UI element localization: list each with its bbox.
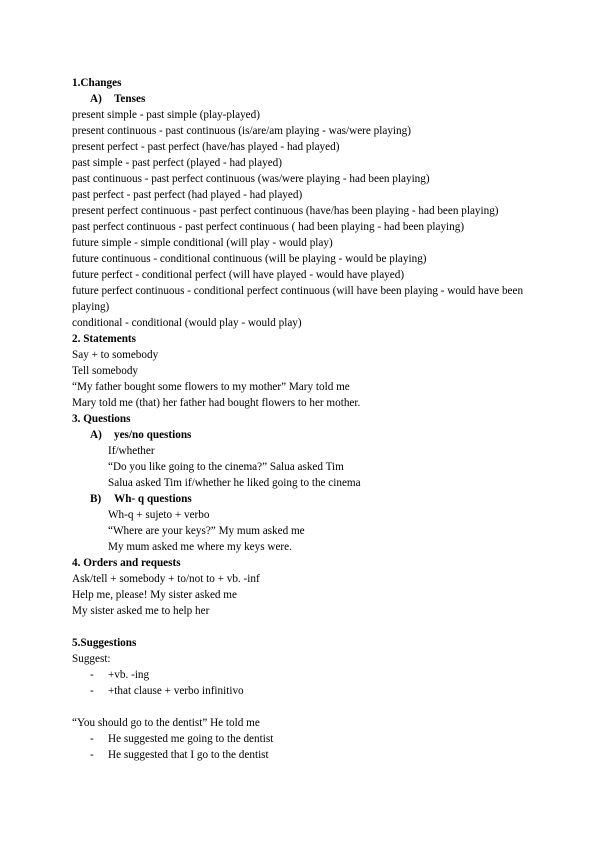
text-line: future perfect - conditional perfect (will have played - would have played) bbox=[72, 269, 405, 281]
text-line: future perfect continuous - conditional perfect continuous (will have been playing - would have been playing) bbox=[72, 285, 524, 313]
text-line: present perfect - past perfect (have/has played - had played) bbox=[72, 141, 340, 153]
subsection-tenses bbox=[72, 91, 542, 107]
text-line: past simple - past perfect (played - had played) bbox=[72, 157, 282, 169]
text-line: “You should go to the dentist” He told me bbox=[72, 717, 260, 729]
section-5-heading: 5.Suggestions bbox=[72, 637, 137, 649]
dash-marker: - bbox=[90, 669, 94, 681]
text-line: conditional - conditional (would play - would play) bbox=[72, 317, 302, 329]
dash-marker: - bbox=[90, 749, 94, 761]
subsection-title: yes/no questions bbox=[114, 429, 192, 441]
list-item-text: +that clause + verbo infinitivo bbox=[108, 685, 244, 697]
text-line: Help me, please! My sister asked me bbox=[72, 589, 237, 601]
subsection-yes-no bbox=[72, 427, 542, 443]
subsection-title: Wh- q questions bbox=[114, 493, 192, 505]
section-4-heading: 4. Orders and requests bbox=[72, 557, 181, 569]
text-line: present continuous - past continuous (is/are/am playing - was/were playing) bbox=[72, 125, 411, 137]
list-item bbox=[72, 667, 542, 683]
text-line: past continuous - past perfect continuous (was/were playing - had been playing) bbox=[72, 173, 430, 185]
section-3-heading: 3. Questions bbox=[72, 413, 131, 425]
text-line: Suggest: bbox=[72, 653, 111, 665]
text-line: present simple - past simple (play-played) bbox=[72, 109, 260, 121]
text-line: future simple - simple conditional (will play - would play) bbox=[72, 237, 333, 249]
text-line: My sister asked me to help her bbox=[72, 605, 210, 617]
document-page bbox=[72, 75, 542, 763]
section-1-heading: 1.Changes bbox=[72, 77, 122, 89]
spacer bbox=[72, 699, 542, 715]
section-2-heading: 2. Statements bbox=[72, 333, 137, 345]
text-line: future continuous - conditional continuous (will be playing - would be playing) bbox=[72, 253, 427, 265]
dash-marker: - bbox=[90, 733, 94, 745]
text-line: Mary told me (that) her father had bought flowers to her mother. bbox=[72, 397, 361, 409]
spacer bbox=[72, 619, 542, 635]
list-item bbox=[72, 747, 542, 763]
text-line: My mum asked me where my keys were. bbox=[108, 541, 292, 553]
text-line: If/whether bbox=[108, 445, 155, 457]
text-line: Wh-q + sujeto + verbo bbox=[108, 509, 210, 521]
text-line: past perfect - past perfect (had played - had played) bbox=[72, 189, 303, 201]
subsection-title: Tenses bbox=[114, 93, 146, 105]
text-line: Ask/tell + somebody + to/not to + vb. -inf bbox=[72, 573, 260, 585]
text-line: Tell somebody bbox=[72, 365, 139, 377]
text-line: past perfect continuous - past perfect continuous ( had been playing - had been playing) bbox=[72, 221, 465, 233]
list-item bbox=[72, 683, 542, 699]
subsection-wh bbox=[72, 491, 542, 507]
text-line: “Where are your keys?” My mum asked me bbox=[108, 525, 305, 537]
subsection-letter: A) bbox=[90, 429, 102, 441]
list-item-text: +vb. -ing bbox=[108, 669, 150, 681]
text-line: Salua asked Tim if/whether he liked going to the cinema bbox=[108, 477, 361, 489]
list-item bbox=[72, 731, 542, 747]
list-item-text: He suggested that I go to the dentist bbox=[108, 749, 269, 761]
text-line: “Do you like going to the cinema?” Salua asked Tim bbox=[108, 461, 344, 473]
subsection-letter: B) bbox=[90, 493, 102, 505]
text-line: “My father bought some flowers to my mother” Mary told me bbox=[72, 381, 350, 393]
list-item-text: He suggested me going to the dentist bbox=[108, 733, 274, 745]
dash-marker: - bbox=[90, 685, 94, 697]
text-line: present perfect continuous - past perfect continuous (have/has been playing - had been playing) bbox=[72, 205, 499, 217]
text-line: Say + to somebody bbox=[72, 349, 159, 361]
subsection-letter: A) bbox=[90, 93, 102, 105]
